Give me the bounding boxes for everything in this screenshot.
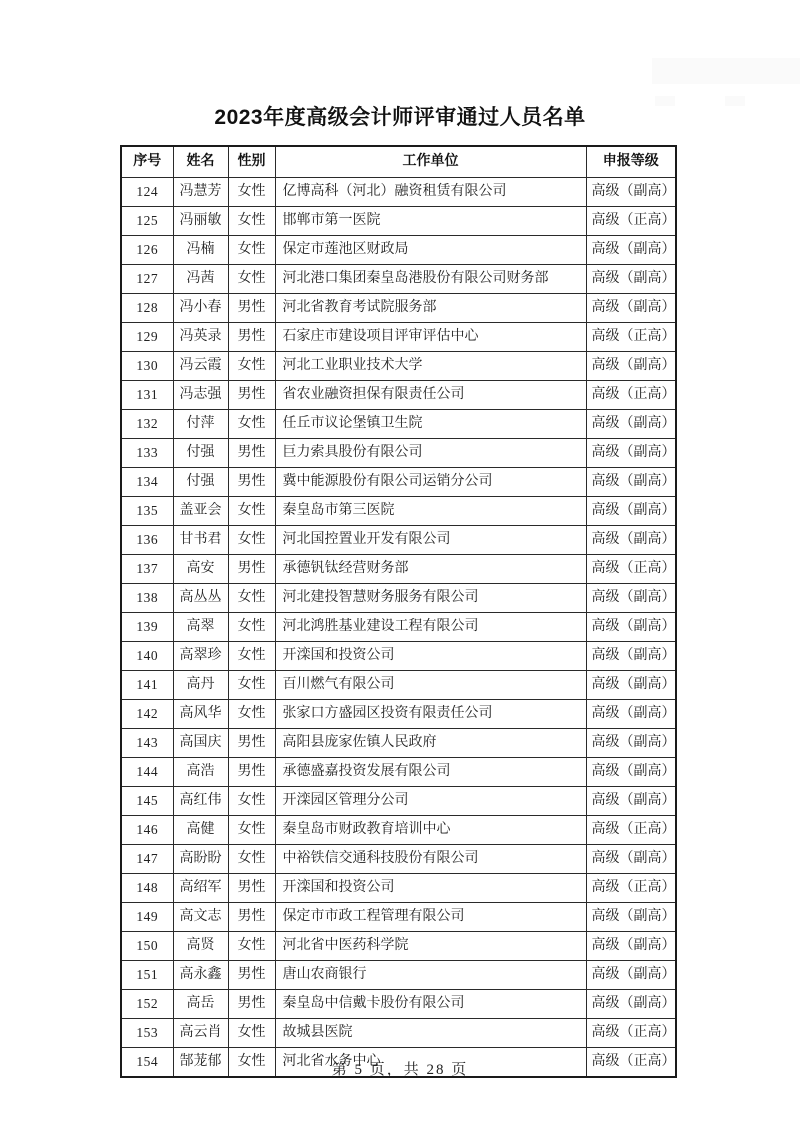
cell-index: 154 (121, 1048, 173, 1078)
cell-name: 高文志 (173, 903, 228, 932)
cell-gender: 男性 (228, 294, 275, 323)
cell-index: 139 (121, 613, 173, 642)
table-row (121, 526, 676, 555)
cell-level: 高级（副高） (586, 990, 676, 1019)
column-header-name: 姓名 (173, 146, 228, 178)
table-row (121, 671, 676, 700)
table-row (121, 758, 676, 787)
cell-gender: 女性 (228, 526, 275, 555)
cell-level: 高级（副高） (586, 584, 676, 613)
cell-level: 高级（副高） (586, 294, 676, 323)
table-row (121, 555, 676, 584)
cell-workunit: 任丘市议论堡镇卫生院 (275, 410, 586, 439)
cell-gender: 女性 (228, 1048, 275, 1078)
table-row (121, 294, 676, 323)
cell-level: 高级（副高） (586, 700, 676, 729)
cell-workunit: 河北鸿胜基业建设工程有限公司 (275, 613, 586, 642)
roster-table (120, 145, 677, 1078)
table-row (121, 990, 676, 1019)
cell-gender: 女性 (228, 700, 275, 729)
cell-level: 高级（正高） (586, 207, 676, 236)
cell-gender: 男性 (228, 381, 275, 410)
cell-name: 高岳 (173, 990, 228, 1019)
table-row (121, 845, 676, 874)
cell-workunit: 保定市市政工程管理有限公司 (275, 903, 586, 932)
cell-workunit: 河北省水务中心 (275, 1048, 586, 1078)
cell-workunit: 省农业融资担保有限责任公司 (275, 381, 586, 410)
cell-gender: 女性 (228, 352, 275, 381)
table-row (121, 352, 676, 381)
cell-workunit: 承德钒钛经营财务部 (275, 555, 586, 584)
table-row (121, 903, 676, 932)
table-row (121, 816, 676, 845)
cell-index: 128 (121, 294, 173, 323)
cell-workunit: 邯郸市第一医院 (275, 207, 586, 236)
cell-gender: 男性 (228, 439, 275, 468)
scan-artifact (652, 58, 800, 84)
table-row (121, 1019, 676, 1048)
cell-index: 135 (121, 497, 173, 526)
cell-name: 高红伟 (173, 787, 228, 816)
cell-workunit: 承德盛嘉投资发展有限公司 (275, 758, 586, 787)
cell-gender: 男性 (228, 555, 275, 584)
cell-workunit: 开滦国和投资公司 (275, 642, 586, 671)
cell-level: 高级（副高） (586, 729, 676, 758)
cell-name: 冯茜 (173, 265, 228, 294)
cell-workunit: 冀中能源股份有限公司运销分公司 (275, 468, 586, 497)
cell-workunit: 河北建投智慧财务服务有限公司 (275, 584, 586, 613)
cell-name: 高绍军 (173, 874, 228, 903)
table-row (121, 584, 676, 613)
cell-level: 高级（副高） (586, 758, 676, 787)
cell-index: 132 (121, 410, 173, 439)
cell-workunit: 开滦国和投资公司 (275, 874, 586, 903)
cell-workunit: 故城县医院 (275, 1019, 586, 1048)
cell-gender: 女性 (228, 1019, 275, 1048)
table-row (121, 961, 676, 990)
cell-name: 付强 (173, 439, 228, 468)
cell-name: 冯楠 (173, 236, 228, 265)
cell-name: 高国庆 (173, 729, 228, 758)
cell-workunit: 河北省教育考试院服务部 (275, 294, 586, 323)
cell-index: 131 (121, 381, 173, 410)
table-row (121, 787, 676, 816)
cell-workunit: 高阳县庞家佐镇人民政府 (275, 729, 586, 758)
cell-level: 高级（副高） (586, 439, 676, 468)
cell-name: 高云肖 (173, 1019, 228, 1048)
cell-gender: 女性 (228, 671, 275, 700)
table-row (121, 932, 676, 961)
table-row (121, 468, 676, 497)
cell-index: 134 (121, 468, 173, 497)
cell-index: 138 (121, 584, 173, 613)
cell-workunit: 中裕铁信交通科技股份有限公司 (275, 845, 586, 874)
cell-index: 152 (121, 990, 173, 1019)
cell-level: 高级（副高） (586, 642, 676, 671)
cell-index: 142 (121, 700, 173, 729)
column-header-workunit: 工作单位 (275, 146, 586, 178)
cell-level: 高级（副高） (586, 265, 676, 294)
cell-level: 高级（副高） (586, 932, 676, 961)
table-row (121, 207, 676, 236)
page-title: 2023年度高级会计师评审通过人员名单 (214, 106, 586, 129)
cell-name: 高丛丛 (173, 584, 228, 613)
column-header-gender: 性别 (228, 146, 275, 178)
cell-level: 高级（副高） (586, 845, 676, 874)
cell-level: 高级（正高） (586, 874, 676, 903)
cell-name: 冯丽敏 (173, 207, 228, 236)
cell-gender: 男性 (228, 323, 275, 352)
cell-gender: 男性 (228, 468, 275, 497)
table-row (121, 323, 676, 352)
cell-name: 盖亚会 (173, 497, 228, 526)
cell-workunit: 河北省中医药科学院 (275, 932, 586, 961)
cell-index: 136 (121, 526, 173, 555)
cell-gender: 女性 (228, 178, 275, 207)
cell-gender: 女性 (228, 584, 275, 613)
cell-name: 付强 (173, 468, 228, 497)
cell-workunit: 石家庄市建设项目评审评估中心 (275, 323, 586, 352)
cell-workunit: 巨力索具股份有限公司 (275, 439, 586, 468)
table-row (121, 642, 676, 671)
cell-index: 143 (121, 729, 173, 758)
cell-name: 甘书君 (173, 526, 228, 555)
cell-workunit: 亿博高科（河北）融资租赁有限公司 (275, 178, 586, 207)
cell-name: 郜茏郁 (173, 1048, 228, 1078)
cell-name: 高丹 (173, 671, 228, 700)
cell-index: 151 (121, 961, 173, 990)
cell-name: 冯小春 (173, 294, 228, 323)
table-row (121, 613, 676, 642)
cell-gender: 女性 (228, 207, 275, 236)
table-row (121, 178, 676, 207)
cell-index: 153 (121, 1019, 173, 1048)
cell-gender: 女性 (228, 265, 275, 294)
cell-workunit: 秦皇岛中信戴卡股份有限公司 (275, 990, 586, 1019)
cell-index: 149 (121, 903, 173, 932)
cell-name: 冯志强 (173, 381, 228, 410)
cell-name: 冯云霞 (173, 352, 228, 381)
cell-gender: 男性 (228, 874, 275, 903)
cell-level: 高级（正高） (586, 1048, 676, 1078)
cell-workunit: 张家口方盛园区投资有限责任公司 (275, 700, 586, 729)
table-row (121, 729, 676, 758)
cell-index: 125 (121, 207, 173, 236)
cell-workunit: 开滦园区管理分公司 (275, 787, 586, 816)
cell-level: 高级（正高） (586, 1019, 676, 1048)
cell-index: 124 (121, 178, 173, 207)
cell-workunit: 秦皇岛市第三医院 (275, 497, 586, 526)
cell-gender: 女性 (228, 497, 275, 526)
cell-level: 高级（副高） (586, 961, 676, 990)
cell-workunit: 河北港口集团秦皇岛港股份有限公司财务部 (275, 265, 586, 294)
cell-level: 高级（副高） (586, 497, 676, 526)
cell-name: 高浩 (173, 758, 228, 787)
cell-index: 147 (121, 845, 173, 874)
cell-index: 127 (121, 265, 173, 294)
cell-index: 141 (121, 671, 173, 700)
cell-name: 冯慧芳 (173, 178, 228, 207)
table-row (121, 381, 676, 410)
cell-name: 付萍 (173, 410, 228, 439)
cell-workunit: 秦皇岛市财政教育培训中心 (275, 816, 586, 845)
cell-workunit: 百川燃气有限公司 (275, 671, 586, 700)
table-row (121, 439, 676, 468)
cell-level: 高级（副高） (586, 178, 676, 207)
cell-gender: 女性 (228, 410, 275, 439)
cell-level: 高级（副高） (586, 236, 676, 265)
column-header-level: 申报等级 (586, 146, 676, 178)
table-row (121, 497, 676, 526)
cell-gender: 女性 (228, 613, 275, 642)
cell-level: 高级（副高） (586, 787, 676, 816)
table-row (121, 700, 676, 729)
table-row (121, 236, 676, 265)
cell-gender: 女性 (228, 816, 275, 845)
cell-index: 144 (121, 758, 173, 787)
cell-workunit: 保定市莲池区财政局 (275, 236, 586, 265)
cell-index: 130 (121, 352, 173, 381)
cell-name: 高翠 (173, 613, 228, 642)
cell-gender: 女性 (228, 236, 275, 265)
cell-index: 129 (121, 323, 173, 352)
cell-name: 高风华 (173, 700, 228, 729)
cell-name: 高盼盼 (173, 845, 228, 874)
cell-level: 高级（正高） (586, 816, 676, 845)
cell-name: 冯英录 (173, 323, 228, 352)
cell-index: 150 (121, 932, 173, 961)
cell-index: 126 (121, 236, 173, 265)
cell-gender: 男性 (228, 903, 275, 932)
cell-level: 高级（副高） (586, 671, 676, 700)
cell-index: 145 (121, 787, 173, 816)
cell-level: 高级（副高） (586, 352, 676, 381)
cell-gender: 女性 (228, 845, 275, 874)
cell-name: 高翠珍 (173, 642, 228, 671)
cell-workunit: 唐山农商银行 (275, 961, 586, 990)
cell-index: 133 (121, 439, 173, 468)
table-row (121, 265, 676, 294)
cell-level: 高级（副高） (586, 903, 676, 932)
cell-gender: 女性 (228, 932, 275, 961)
table-row (121, 410, 676, 439)
cell-name: 高健 (173, 816, 228, 845)
cell-gender: 男性 (228, 961, 275, 990)
cell-gender: 男性 (228, 990, 275, 1019)
column-header-index: 序号 (121, 146, 173, 178)
cell-gender: 男性 (228, 758, 275, 787)
cell-index: 137 (121, 555, 173, 584)
cell-gender: 女性 (228, 642, 275, 671)
cell-level: 高级（正高） (586, 555, 676, 584)
cell-level: 高级（副高） (586, 613, 676, 642)
cell-index: 146 (121, 816, 173, 845)
cell-level: 高级（副高） (586, 410, 676, 439)
cell-index: 140 (121, 642, 173, 671)
cell-index: 148 (121, 874, 173, 903)
cell-name: 高永鑫 (173, 961, 228, 990)
cell-gender: 男性 (228, 729, 275, 758)
cell-level: 高级（副高） (586, 468, 676, 497)
cell-gender: 女性 (228, 787, 275, 816)
cell-workunit: 河北工业职业技术大学 (275, 352, 586, 381)
page-number-footer: 第 5 页，共 28 页 (331, 1062, 469, 1078)
cell-level: 高级（正高） (586, 381, 676, 410)
table-header-row (121, 146, 676, 178)
cell-workunit: 河北国控置业开发有限公司 (275, 526, 586, 555)
cell-name: 高安 (173, 555, 228, 584)
table-body (121, 178, 676, 1078)
table-row (121, 874, 676, 903)
cell-level: 高级（正高） (586, 323, 676, 352)
cell-name: 高贤 (173, 932, 228, 961)
cell-level: 高级（副高） (586, 526, 676, 555)
